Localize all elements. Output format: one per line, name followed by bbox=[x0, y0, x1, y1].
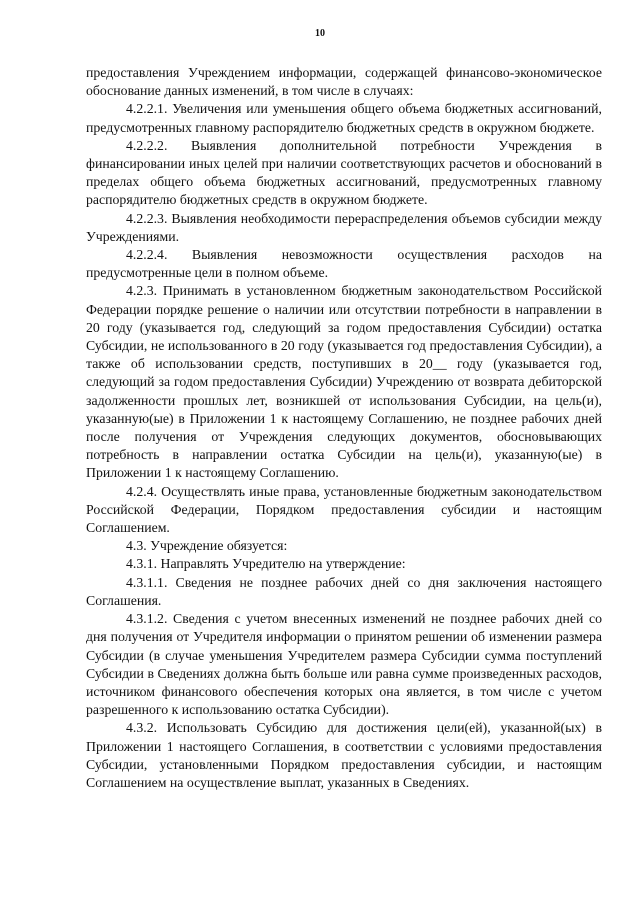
paragraph-4-3: 4.3. Учреждение обязуется: bbox=[126, 538, 288, 554]
paragraph-4-3-1-2: 4.3.1.2. Сведения с учетом внесенных изменений не позднее рабочих дней со дня получения от Учредителя информации о принятом решении об изменении размера Субсидии (в случае уменьшения Учредителем размера Субсидии сумма поступлений Субсидии в Сведениях должна быть больше или равна сумме произведенных расходов, источником финансового обеспечения которых она является, в том числе с учетом разрешенного к использованию остатка Субсидии). bbox=[86, 611, 602, 718]
paragraph-4-2-2-1: 4.2.2.1. Увеличения или уменьшения общего объема бюджетных ассигнований, предусмотренных главному распорядителю бюджетных средств в окружном бюджете. bbox=[86, 101, 602, 135]
paragraph-4-2-3: 4.2.3. Принимать в установленном бюджетным законодательством Российской Федерации порядке решение о наличии или отсутствии потребности в направлении в 20 году (указывается год, следующий за годом предоставления Субсидии) остатка Субсидии, не использованного в 20 году (указывается год предоставления Субсидии), а также об использовании средств, поступивших в 20__ году (указывается год, следующий за годом предоставления Субсидии) Учреждению от возврата дебиторской задолженности прошлых лет, возникшей от использования Субсидии, на цель(и), указанную(ые) в Приложении 1 к настоящему Соглашению, не позднее рабочих дней после получения от Учреждения следующих документов, обосновывающих потребность в направлении остатка Субсидии на цель(и), указанную(ые) в Приложении 1 к настоящему Соглашению. bbox=[86, 283, 602, 481]
paragraph-4-2-2-2: 4.2.2.2. Выявления дополнительной потребности Учреждения в финансировании иных целей при наличии соответствующих расчетов и обоснований в пределах общего объема бюджетных ассигнований, предусмотренных главному распорядителю бюджетных средств в окружном бюджете. bbox=[86, 137, 602, 208]
paragraph-intro: предоставления Учреждением информации, содержащей финансово-экономическое обоснование данных изменений, в том числе в случаях: bbox=[86, 65, 602, 99]
paragraph-4-3-1: 4.3.1. Направлять Учредителю на утверждение: bbox=[126, 556, 406, 572]
page-number: 10 bbox=[315, 28, 325, 39]
paragraph-4-3-2: 4.3.2. Использовать Субсидию для достижения цели(ей), указанной(ых) в Приложении 1 настоящего Соглашения, в соответствии с условиями предоставления Субсидии, установленными Порядком предоставления субсидии, и настоящим Соглашением на осуществление выплат, указанных в Сведениях. bbox=[86, 720, 602, 790]
paragraph-4-2-4: 4.2.4. Осуществлять иные права, установленные бюджетным законодательством Российской Федерации, Порядком предоставления субсидии и настоящим Соглашением. bbox=[86, 483, 602, 536]
paragraph-4-2-2-3: 4.2.2.3. Выявления необходимости перераспределения объемов субсидии между Учреждениями. bbox=[86, 210, 602, 244]
document-body bbox=[86, 64, 602, 792]
paragraph-4-3-1-1: 4.3.1.1. Сведения не позднее рабочих дней со дня заключения настоящего Соглашения. bbox=[86, 574, 602, 608]
paragraph-4-2-2-4: 4.2.2.4. Выявления невозможности осуществления расходов на предусмотренные цели в полном объеме. bbox=[86, 247, 602, 281]
